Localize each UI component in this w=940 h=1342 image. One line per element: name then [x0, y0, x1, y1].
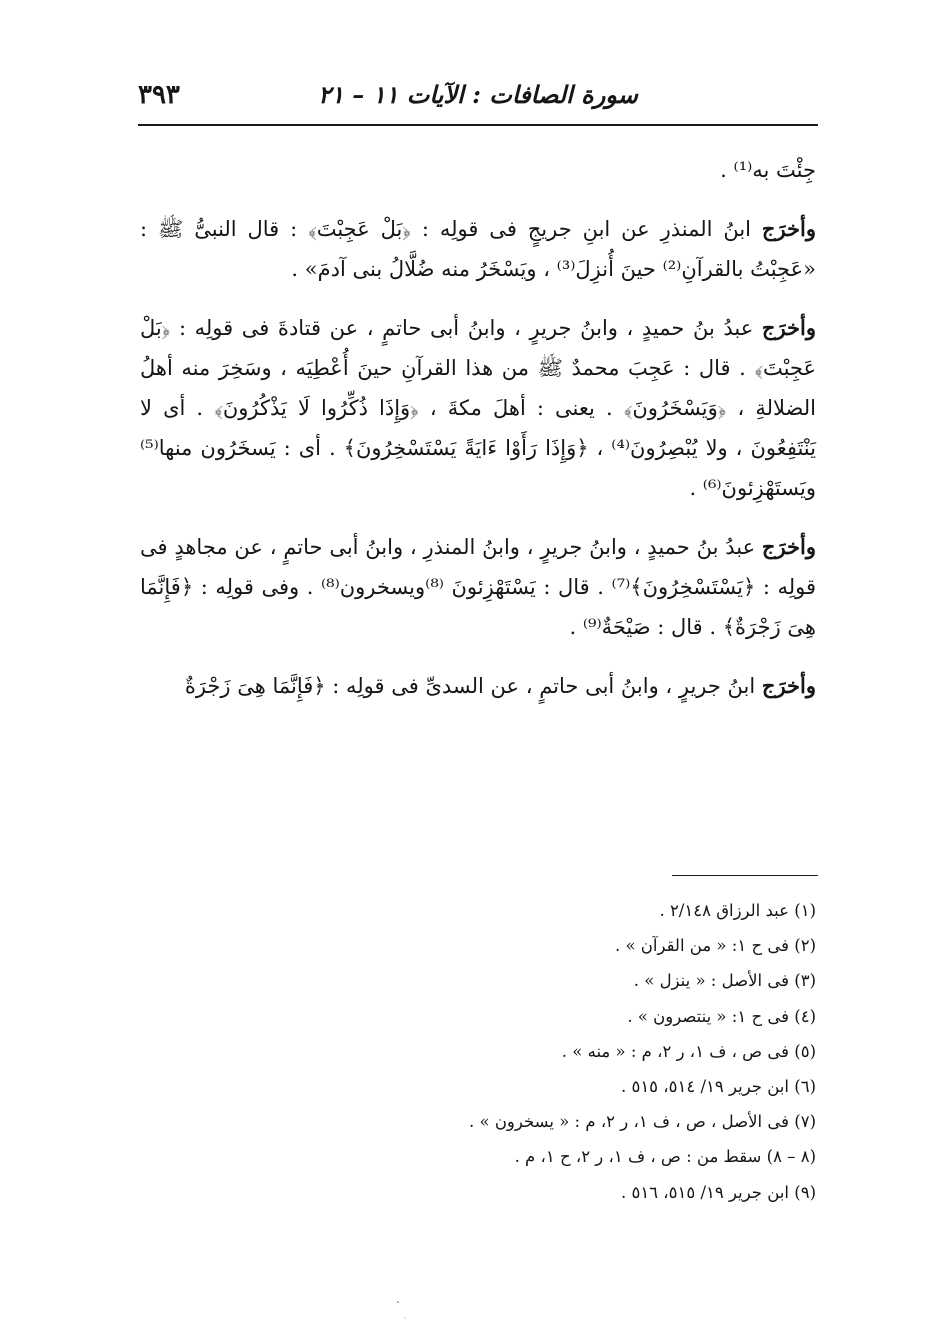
paragraph-3	[140, 308, 816, 508]
page-header	[138, 70, 818, 126]
footnote-5: (٥) فى ص ، ف ١، ر ٢، م : « منه » .	[561, 1041, 816, 1061]
footnote-4: (٤) فى ح ١: « ينتصرون » .	[627, 1006, 816, 1026]
footnote-1: (١) عبد الرزاق ٢/١٤٨ .	[659, 901, 816, 920]
paragraph-1	[140, 150, 816, 190]
paragraph-lead: وأخرَج	[761, 315, 816, 340]
header-rule	[138, 124, 818, 126]
paragraph-text: عبدُ بنُ حميدٍ ، وابنُ جريرٍ ، وابنُ المنذرِ ، وابنُ أبى حاتمٍ ، عن مجاهدٍ فى قولِه : ﴿يَسْتَسْخِرُونَ﴾⁽⁷⁾ . قال : يَسْتَهْزِئونَ ⁽⁸⁾ويسخرون⁽⁸⁾ . وفى قولِه : ﴿فَإِنَّمَا هِىَ زَجْرَةٌ﴾ . قال : صَيْحَةٌ⁽⁹⁾ .	[140, 535, 817, 639]
footnote-2: (٢) فى ح ١: « من القرآن » .	[614, 936, 816, 956]
footnote-7: (٧) فى الأصل ، ص ، ف ١، ر ٢، م : « يسخرون » .	[468, 1112, 816, 1132]
running-title: سورة الصافات : الآيات ١١ – ٢١	[318, 80, 638, 109]
footnote-3: (٣) فى الأصل : « ينزل » .	[633, 971, 816, 991]
paragraph-lead: وأخرَج	[761, 216, 816, 241]
footnote-9: (٩) ابن جرير ١٩/ ٥١٥، ٥١٦ .	[620, 1182, 816, 1202]
paragraph-lead: وأخرَج	[761, 673, 816, 698]
paragraph-2	[140, 209, 816, 289]
scan-speck	[397, 1301, 399, 1303]
paragraph-lead: وأخرَج	[761, 534, 817, 559]
scan-speck	[404, 1317, 405, 1318]
footnote-rule	[672, 875, 818, 876]
paragraph-text: عبدُ بنُ حميدٍ ، وابنُ جريرٍ ، وابنُ أبى حاتمٍ ، عن قتادةَ فى قولِه : ﴿بَلْ عَجِبْتَ﴾ . قال : عَجِبَ محمدٌ ﷺ من هذا القرآنِ حينَ أُعْطِيَه ، وسَخِرَ منه أهلُ الضلالةِ ، ﴿وَيَسْخَرُونَ﴾ . يعنى : أهلَ مكةَ ، ﴿وَإِذَا ذُكِّرُوا لَا يَذْكُرُونَ﴾ . أى لا يَنْتَفِعُونَ ، ولا يُبْصِرُونَ⁽⁴⁾ ، ﴿وَإِذَا رَأَوْا ءَايَةً يَسْتَسْخِرُونَ﴾ . أى : يَسخَرُون منها⁽⁵⁾ ويَستَهْزِئونَ⁽⁶⁾ .	[140, 316, 816, 500]
page-number: ٣٩٣	[138, 80, 180, 110]
paragraph-text: ابنُ جريرٍ ، وابنُ أبى حاتمٍ ، عن السدىِّ فى قولِه : ﴿فَإِنَّمَا هِىَ زَجْرَةٌ	[184, 674, 762, 698]
paragraph-4	[140, 527, 816, 647]
paragraph-5	[140, 666, 816, 706]
footnotes	[140, 893, 816, 1210]
paragraph-text: ابنُ المنذرِ عن ابنِ جريجٍ فى قولِه : ﴿بَلْ عَجِبْتَ﴾ : قال النبىُّ ﷺ : «عَجِبْتُ بالقرآنِ⁽²⁾ حينَ أُنزِلَ⁽³⁾ ، ويَسْخَرُ منه ضُلَّالُ بنى آدمَ» .	[140, 217, 816, 281]
footnote-8: (٨ – ٨) سقط من : ص ، ف ١، ر ٢، ح ١، م .	[514, 1147, 816, 1167]
footnote-6: (٦) ابن جرير ١٩/ ٥١٤، ٥١٥ .	[620, 1077, 816, 1097]
main-text	[140, 150, 816, 725]
paragraph-text: جِئْتَ به⁽¹⁾ .	[720, 158, 816, 182]
